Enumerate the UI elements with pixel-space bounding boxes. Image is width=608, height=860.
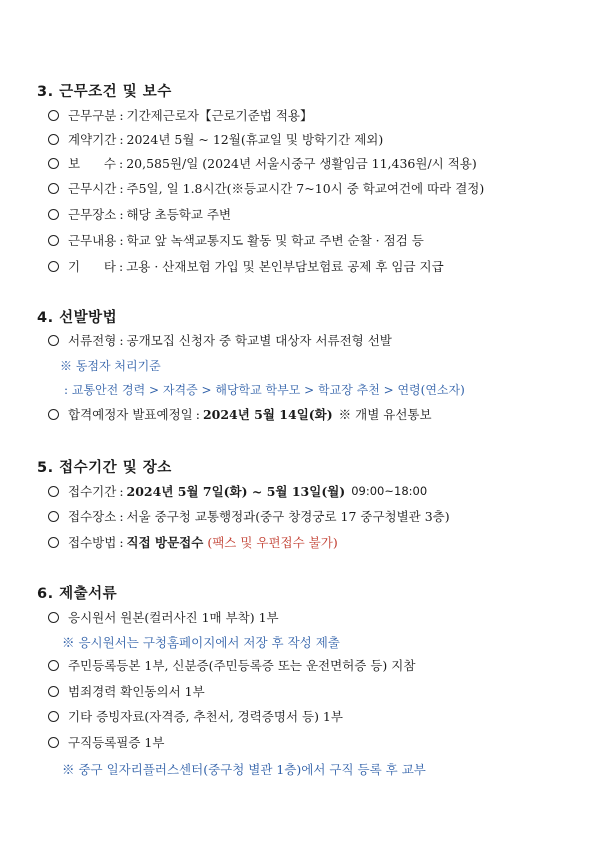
sec5-row-place: 접수장소 : 서울 중구청 교통행정과(중구 창경궁로 17 중구청별관 3층) bbox=[48, 505, 450, 527]
circle-bullet-icon bbox=[48, 711, 59, 722]
row-value: 고용 · 산재보험 가입 및 본인부담보험료 공제 후 임금 지급 bbox=[126, 259, 444, 274]
sec5-row-period: 접수기간 : 2024년 5월 7일(화) ~ 5월 13일(월) 09:00~18:00 bbox=[48, 480, 427, 502]
row-label: 접수기간 bbox=[68, 484, 117, 499]
row-label: 서류전형 bbox=[68, 333, 117, 348]
tie-breaker-note: ※ 동점자 처리기준 bbox=[60, 359, 161, 373]
circle-bullet-icon bbox=[48, 235, 59, 246]
circle-bullet-icon bbox=[48, 335, 59, 346]
circle-bullet-icon bbox=[48, 183, 59, 194]
circle-bullet-icon bbox=[48, 261, 59, 272]
row-value: 주5일, 일 1.8시간(※등교시간 7~10시 중 학교여건에 따라 결정) bbox=[126, 181, 485, 196]
circle-bullet-icon bbox=[48, 209, 59, 220]
row-value: 공개모집 신청자 중 학교별 대상자 서류전형 선발 bbox=[126, 333, 392, 348]
row-label: 계약기간 bbox=[68, 132, 117, 147]
sec6-row-application bbox=[48, 606, 279, 628]
tie-breaker-criteria: : 교통안전 경력 > 자격증 > 해당학교 학부모 > 학교장 추천 > 연령(연소자) bbox=[64, 383, 465, 397]
circle-bullet-icon bbox=[48, 158, 59, 169]
circle-bullet-icon bbox=[48, 537, 59, 548]
circle-bullet-icon bbox=[48, 110, 59, 121]
announcement-method: ※ 개별 유선통보 bbox=[338, 407, 432, 422]
sec6-row-other-docs bbox=[48, 705, 343, 727]
row-label: 근무구분 bbox=[68, 108, 117, 123]
circle-bullet-icon bbox=[48, 409, 59, 420]
sec6-row-criminal-record bbox=[48, 680, 205, 702]
sec3-row-contract-period: 계약기간 : 2024년 5월 ~ 12월(휴교일 및 방학기간 제외) bbox=[48, 128, 383, 150]
sec5-row-method: 접수방법 : 직접 방문접수 (팩스 및 우편접수 불가) bbox=[48, 531, 338, 553]
job-registration-note: ※ 중구 일자리플러스센터(중구청 별관 1층)에서 구직 등록 후 교부 bbox=[62, 762, 426, 777]
sec4-row-announcement: 합격예정자 발표예정일 : 2024년 5월 14일(화) ※ 개별 유선통보 bbox=[48, 403, 432, 425]
sec3-row-work-hours: 근무시간 : 주5일, 일 1.8시간(※등교시간 7~10시 중 학교여건에 따라 결정) bbox=[48, 177, 484, 199]
circle-bullet-icon bbox=[48, 737, 59, 748]
circle-bullet-icon bbox=[48, 486, 59, 497]
row-value: 해당 초등학교 주변 bbox=[126, 207, 232, 222]
row-label: 기 타 bbox=[68, 259, 116, 274]
sec3-row-work-content: 근무내용 : 학교 앞 녹색교통지도 활동 및 학교 주변 순찰 · 점검 등 bbox=[48, 229, 424, 251]
row-value: 2024년 5월 ~ 12월(휴교일 및 방학기간 제외) bbox=[126, 132, 384, 147]
section-5-heading: 5. 접수기간 및 장소 bbox=[37, 460, 172, 476]
row-value: 서울 중구청 교통행정과(중구 창경궁로 17 중구청별관 3층) bbox=[126, 509, 450, 524]
sec3-row-pay: 보 수 : 20,585원/일 (2024년 서울시중구 생활임금 11,436원/시 적용) bbox=[48, 152, 477, 174]
sec3-row-etc: 기 타 : 고용 · 산재보험 가입 및 본인부담보험료 공제 후 임금 지급 bbox=[48, 255, 444, 277]
row-label: 근무시간 bbox=[68, 181, 117, 196]
row-value: 구직등록필증 1부 bbox=[68, 735, 165, 750]
row-value: 범죄경력 확인동의서 1부 bbox=[68, 684, 205, 699]
section-3-heading: 3. 근무조건 및 보수 bbox=[37, 84, 172, 100]
row-label: 접수방법 bbox=[68, 535, 117, 550]
row-label: 근무내용 bbox=[68, 233, 117, 248]
row-value: 학교 앞 녹색교통지도 활동 및 학교 주변 순찰 · 점검 등 bbox=[126, 233, 424, 248]
row-value: 응시원서 원본(컬러사진 1매 부착) 1부 bbox=[68, 610, 279, 625]
reception-method: 직접 방문접수 bbox=[126, 535, 204, 550]
circle-bullet-icon bbox=[48, 612, 59, 623]
sec6-row-resident-register bbox=[48, 654, 415, 676]
reception-restriction: (팩스 및 우편접수 불가) bbox=[207, 535, 338, 550]
application-note: ※ 응시원서는 구청홈페이지에서 저장 후 작성 제출 bbox=[62, 635, 340, 650]
circle-bullet-icon bbox=[48, 686, 59, 697]
announcement-date: 2024년 5월 14일(화) bbox=[202, 407, 333, 422]
circle-bullet-icon bbox=[48, 511, 59, 522]
section-6-heading: 6. 제출서류 bbox=[37, 586, 118, 602]
sec3-row-work-place: 근무장소 : 해당 초등학교 주변 bbox=[48, 203, 231, 225]
row-label: 합격예정자 발표예정일 bbox=[68, 407, 193, 422]
circle-bullet-icon bbox=[48, 134, 59, 145]
row-value: 기간제근로자【근로기준법 적용】 bbox=[126, 108, 313, 123]
row-label: 보 수 bbox=[68, 156, 116, 171]
row-value: 기타 증빙자료(자격증, 추천서, 경력증명서 등) 1부 bbox=[68, 709, 343, 724]
row-value: 20,585원/일 (2024년 서울시중구 생활임금 11,436원/시 적용) bbox=[126, 156, 477, 171]
circle-bullet-icon bbox=[48, 660, 59, 671]
row-value: 주민등록등본 1부, 신분증(주민등록증 또는 운전면허증 등) 지참 bbox=[68, 658, 416, 673]
row-label: 근무장소 bbox=[68, 207, 117, 222]
row-label: 접수장소 bbox=[68, 509, 117, 524]
reception-hours: 09:00~18:00 bbox=[351, 484, 428, 498]
reception-period: 2024년 5월 7일(화) ~ 5월 13일(월) bbox=[126, 484, 346, 499]
sec3-row-employment-type: 근무구분 : 기간제근로자【근로기준법 적용】 bbox=[48, 104, 312, 126]
sec4-row-document-screening: 서류전형 : 공개모집 신청자 중 학교별 대상자 서류전형 선발 bbox=[48, 329, 392, 351]
section-4-heading: 4. 선발방법 bbox=[37, 310, 118, 326]
sec6-row-job-registration bbox=[48, 731, 164, 753]
